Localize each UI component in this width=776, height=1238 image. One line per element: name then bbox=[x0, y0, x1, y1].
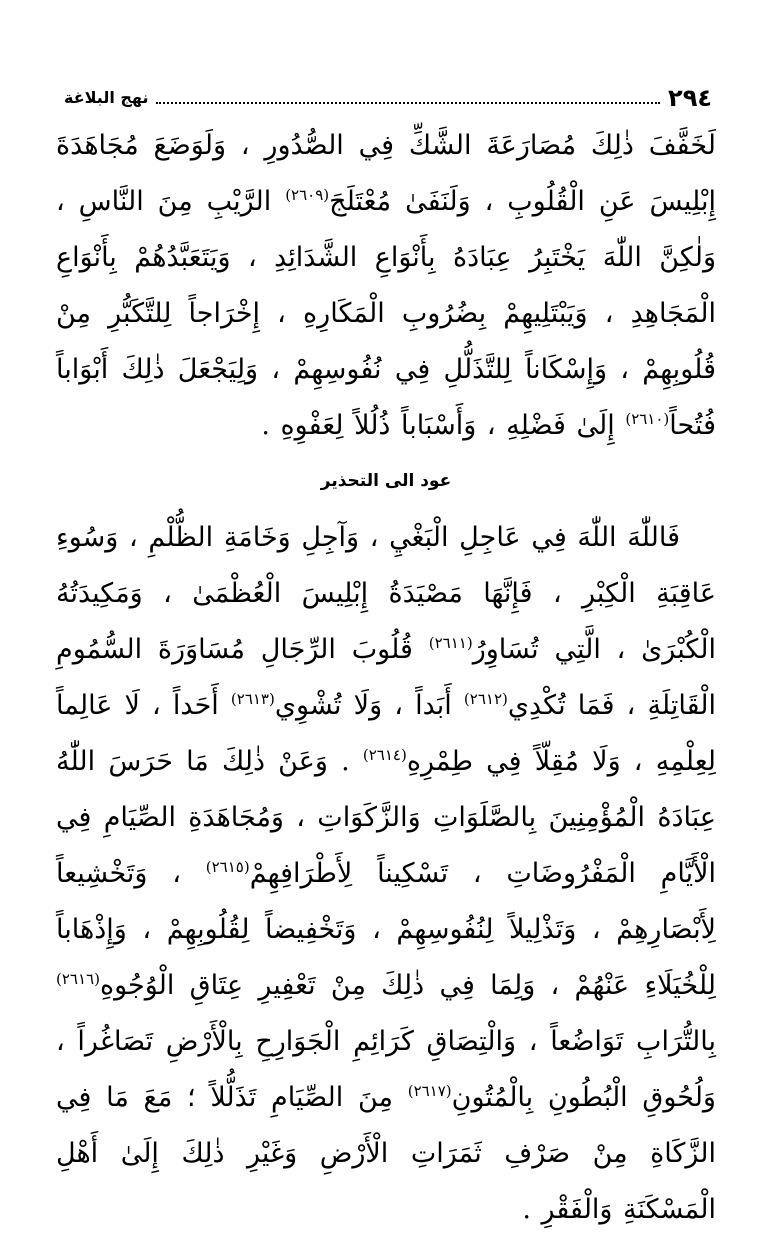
footnote-ref: (٢٦١١) bbox=[428, 634, 473, 652]
paragraph-text: الْكِبْرِ ، فَإِنَّهَا مَصْيَدَةُ إِبْلِيسَ الْعُظْمَىٰ ، وَمَكِيدَتُهُ الْكُبْرَىٰ ، الَّتِي bbox=[56, 578, 716, 665]
footnote-ref: (٢٦١٢) bbox=[463, 690, 508, 708]
header-dotted-leader bbox=[156, 102, 660, 104]
paragraph-text: وَالْتِصَاقِ كَرَائِمِ الْجَوَارِحِ بِالْأَرْضِ تَصَاغُراً ، وَلُحُوقِ الْبُطُونِ bbox=[56, 1026, 716, 1113]
paragraph-2 bbox=[56, 510, 716, 1238]
footnote-ref: (٢٦٠٩) bbox=[285, 186, 330, 204]
paragraph-text: الْقُلُوبِ ، وَلَنَفَىٰ مُعْتَلَجَ bbox=[329, 186, 585, 217]
book-title: نهج البلاغة bbox=[64, 88, 149, 107]
footnote-ref: (٢٦١٦) bbox=[56, 970, 100, 988]
paragraph-text: بِالتُّرَابِ تَوَاضُعاً ، bbox=[528, 1026, 716, 1057]
footnote-ref: (٢٦١٣) bbox=[230, 690, 275, 708]
footnote-ref: (٢٦١٥) bbox=[205, 858, 250, 876]
footnote-ref: (٢٦١٠) bbox=[625, 410, 670, 428]
footnote-ref: (٢٦١٤) bbox=[362, 746, 407, 764]
paragraph-text: بِضُرُوبِ الْمَكَارِهِ ، إِخْرَاجاً لِلتَّكَبُّرِ مِنْ قُلُوبِهِمْ ، وَإِسْكَاناً لِلتَّذَلُّلِ فِي bbox=[56, 298, 716, 385]
paragraph-text: الصِّيَامِ فِي الْأَيَّامِ الْمَفْرُوضَاتِ ، تَسْكِيناً لِأَطْرَافِهِمْ bbox=[56, 802, 717, 889]
paragraph-text: فَاللّٰهَ اللّٰهَ فِي عَاجِلِ الْبَغْيِ ، وَآجِلِ وَخَامَةِ الظُّلْمِ ، وَسُوءِ عَاقِبَةِ bbox=[56, 522, 716, 609]
paragraph-text: تُسَاوِرُ bbox=[472, 634, 539, 665]
paragraph-text: وَعَنْ ذٰلِكَ مَا حَرَسَ اللّٰهُ عِبَادَهُ الْمُؤْمِنِينَ بِالصَّلَوَاتِ وَالزَّكَوَاتِ ، وَمُجَاهَدَةِ bbox=[56, 746, 716, 833]
paragraph-text: أَحَداً ، لَا عَالِماً لِعِلْمِهِ ، وَلَا مُقِلّاً فِي طِمْرِهِ bbox=[56, 690, 716, 777]
paragraph-text: عَنْهُمْ ، وَلِمَا فِي ذٰلِكَ مِنْ تَعْفِيرِ عِتَاقِ الْوُجُوهِ bbox=[99, 970, 630, 1001]
footnote-ref: (٢٦١٧) bbox=[407, 1082, 452, 1100]
paragraph-text: مِنَ الصِّيَامِ تَذَلُّلاً ؛ مَعَ مَا فِي الزَّكَاةِ مِنْ صَرْفِ ثَمَرَاتِ bbox=[56, 1082, 716, 1169]
page-number: ٢٩٤ bbox=[668, 84, 712, 112]
paragraph-text: الرَّيْبِ مِنَ النَّاسِ ، وَلٰكِنَّ اللّٰهَ يَخْتَبِرُ bbox=[56, 186, 717, 273]
paragraph-text: ، وَتَخْشِيعاً bbox=[56, 858, 181, 889]
paragraph-text: أَبَداً ، وَلَا تُشْوِي bbox=[274, 690, 452, 721]
paragraph-text: إِلَىٰ فَضْلِهِ ، وَأَسْبَاباً ذُلُلاً bbox=[354, 410, 615, 441]
paragraph-text: لَخَفَّفَ ذٰلِكَ مُصَارَعَةَ الشَّكِّ فِي الصُّدُورِ ، وَلَوَضَعَ مُجَاهَدَةَ إِبْلِيسَ عَنِ bbox=[56, 130, 716, 217]
paragraph-text: قُلُوبَ الرِّجَالِ مُسَاوَرَةَ السُّمُومِ الْقَاتِلَةِ ، فَمَا تُكْدِي bbox=[56, 634, 716, 721]
running-header bbox=[64, 84, 712, 112]
paragraph-text: نُفُوسِهِمْ ، وَلِيَجْعَلَ ذٰلِكَ أَبْوَاباً فُتُحاً bbox=[56, 354, 716, 441]
paragraph-text: عِبَادَهُ بِأَنْوَاعِ الشَّدَائِدِ ، وَيَتَعَبَّدُهُمْ بِأَنْوَاعِ الْمَجَاهِدِ ، وَيَبْتَلِيهِمْ bbox=[56, 242, 716, 329]
paragraph-text: الْأَرْضِ وَغَيْرِ ذٰلِكَ إِلَىٰ أَهْلِ الْمَسْكَنَةِ وَالْفَقْرِ . bbox=[56, 1138, 716, 1225]
paragraph-text: بِالْمُتُونِ bbox=[451, 1082, 534, 1113]
section-heading: عود الى التحذير bbox=[320, 471, 452, 491]
paragraph-text: . bbox=[341, 746, 350, 777]
paragraph-text: لِعَفْوِهِ . bbox=[261, 410, 344, 441]
paragraph-text: لِأَبْصَارِهِمْ ، وَتَذْلِيلاً لِنُفُوسِهِمْ ، وَتَخْفِيضاً لِقُلُوبِهِمْ ، وَإِذْهَاباً لِلْخُيَلَاءِ bbox=[56, 914, 716, 1001]
paragraph-1 bbox=[56, 118, 716, 454]
